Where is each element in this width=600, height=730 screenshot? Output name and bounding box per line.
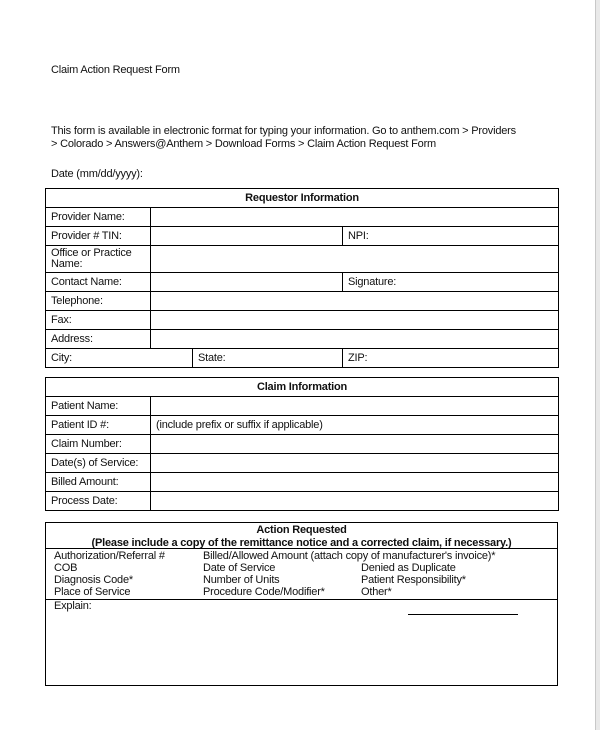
zip-field[interactable]: ZIP: — [343, 349, 559, 368]
fax-field[interactable] — [151, 311, 559, 330]
dates-of-service-label: Date(s) of Service: — [46, 454, 151, 473]
dates-of-service-field[interactable] — [151, 454, 559, 473]
form-title: Claim Action Request Form — [51, 64, 180, 76]
address-label: Address: — [46, 330, 151, 349]
option-date-of-service[interactable]: Date of Service — [203, 562, 276, 574]
office-name-field[interactable] — [151, 246, 559, 273]
contact-name-label: Contact Name: — [46, 273, 151, 292]
action-options-col1 — [54, 550, 165, 598]
patient-name-label: Patient Name: — [46, 397, 151, 416]
option-authorization-referral[interactable]: Authorization/Referral # — [54, 550, 165, 562]
claim-number-label: Claim Number: — [46, 435, 151, 454]
address-field[interactable] — [151, 330, 559, 349]
requestor-table — [45, 188, 559, 368]
provider-tin-label: Provider # TIN: — [46, 227, 151, 246]
explain-field[interactable] — [46, 599, 557, 685]
option-billed-allowed-amount[interactable]: Billed/Allowed Amount (attach copy of manufacturer's invoice)* — [203, 550, 496, 562]
provider-name-label: Provider Name: — [46, 208, 151, 227]
requestor-heading: Requestor Information — [46, 189, 559, 208]
telephone-field[interactable] — [151, 292, 559, 311]
explain-label: Explain: — [54, 600, 92, 612]
state-field[interactable]: State: — [193, 349, 343, 368]
claim-number-field[interactable] — [151, 435, 559, 454]
option-patient-responsibility[interactable]: Patient Responsibility* — [361, 574, 466, 586]
process-date-label: Process Date: — [46, 492, 151, 511]
signature-field[interactable]: Signature: — [343, 273, 559, 292]
fax-label: Fax: — [46, 311, 151, 330]
claim-heading: Claim Information — [46, 378, 559, 397]
option-place-of-service[interactable]: Place of Service — [54, 586, 131, 598]
option-other[interactable]: Other* — [361, 586, 392, 598]
billed-amount-label: Billed Amount: — [46, 473, 151, 492]
intro-text: This form is available in electronic format for typing your information. Go to anthem.com > Providers > Colorado > Answers@Anthem > Download Forms > Claim Action Request Form — [51, 125, 516, 150]
patient-id-field[interactable]: (include prefix or suffix if applicable) — [151, 416, 559, 435]
patient-id-label: Patient ID #: — [46, 416, 151, 435]
option-denied-duplicate[interactable]: Denied as Duplicate — [361, 562, 456, 574]
contact-name-field[interactable] — [151, 273, 343, 292]
option-procedure-code[interactable]: Procedure Code/Modifier* — [203, 586, 325, 598]
date-label: Date (mm/dd/yyyy): — [51, 168, 143, 180]
option-cob[interactable]: COB — [54, 562, 78, 574]
action-heading — [46, 523, 557, 549]
process-date-field[interactable] — [151, 492, 559, 511]
option-col3-spacer — [361, 550, 466, 562]
action-options — [46, 550, 557, 598]
claim-table — [45, 377, 559, 511]
patient-name-field[interactable] — [151, 397, 559, 416]
action-requested-box — [45, 522, 558, 686]
action-options-col3 — [361, 550, 466, 598]
npi-field[interactable]: NPI: — [343, 227, 559, 246]
action-title: Action Requested — [256, 524, 347, 536]
other-specify-line — [408, 614, 518, 615]
city-field[interactable]: City: — [46, 349, 193, 368]
action-subtitle: (Please include a copy of the remittance notice and a corrected claim, if necessary.) — [91, 536, 512, 549]
provider-name-field[interactable] — [151, 208, 559, 227]
telephone-label: Telephone: — [46, 292, 151, 311]
billed-amount-field[interactable] — [151, 473, 559, 492]
option-number-of-units[interactable]: Number of Units — [203, 574, 280, 586]
provider-tin-field[interactable] — [151, 227, 343, 246]
option-diagnosis-code[interactable]: Diagnosis Code* — [54, 574, 133, 586]
office-name-label: Office or Practice Name: — [46, 246, 151, 273]
